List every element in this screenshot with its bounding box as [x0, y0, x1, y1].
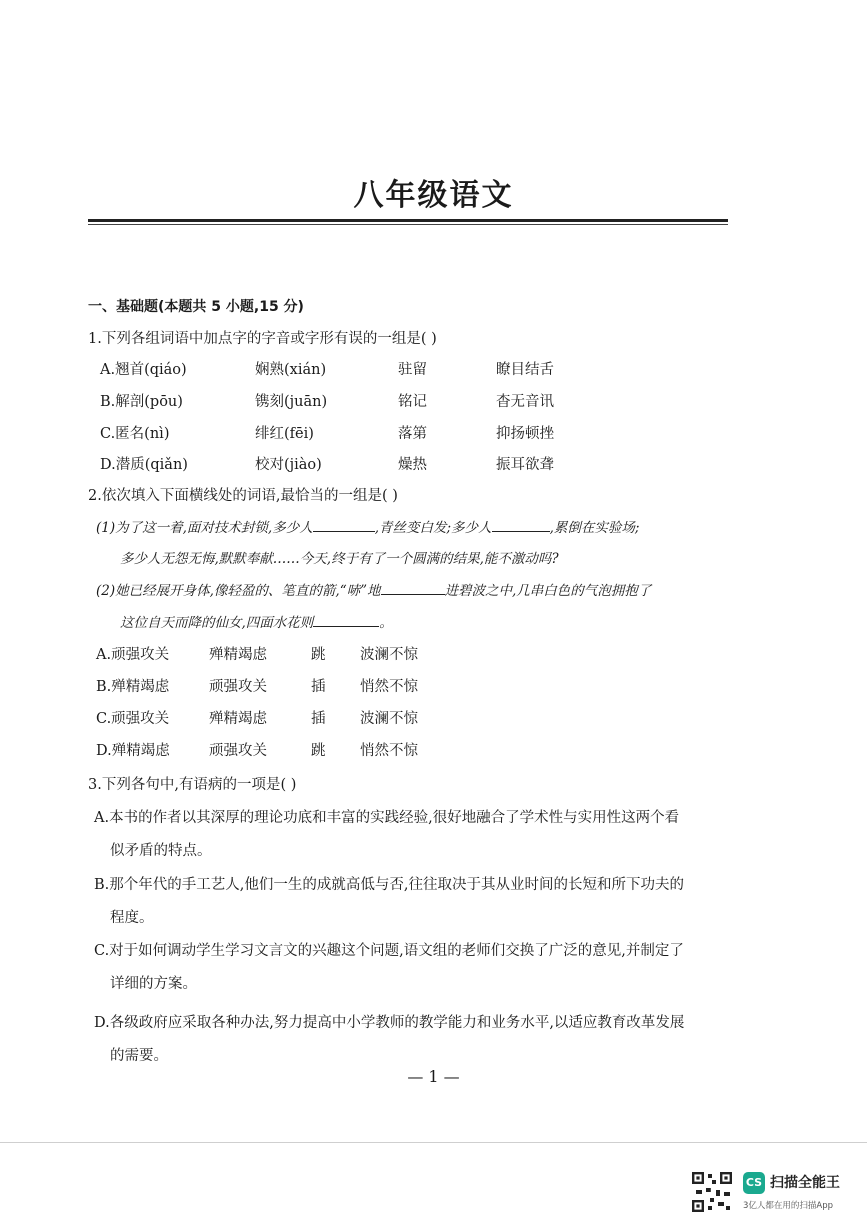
q2-d-3: 跳 — [311, 743, 326, 759]
q3-stem: 3.下列各句中,有语病的一项是( ) — [88, 777, 297, 793]
q2-c-1: C.顽强攻关 — [96, 711, 170, 727]
q3-d-line-2: 的需要。 — [110, 1048, 168, 1064]
q2-text-2b: 进碧波之中,几串白色的气泡拥抱了 — [444, 583, 652, 599]
q2-passage-2-line-1 — [96, 579, 651, 599]
q1-d-1: D.潜质(qiǎn) — [100, 457, 188, 473]
q1-c-3: 落第 — [398, 426, 427, 442]
q2-text-1d: 多少人无怨无悔,默默奉献……今天,终于有了一个圆满的结果,能不激动吗? — [120, 551, 559, 567]
q3-c-line-2: 详细的方案。 — [110, 976, 197, 992]
q3-a-line-1: A.本书的作者以其深厚的理论功底和丰富的实践经验,很好地融合了学术性与实用性这两个看 — [94, 810, 680, 826]
q3-a-line-2: 似矛盾的特点。 — [110, 843, 212, 859]
page-number: — 1 — — [407, 1067, 460, 1086]
q2-text-1a: (1)为了这一着,面对技术封锁,多少人 — [96, 520, 313, 536]
q2-blank-3 — [381, 580, 445, 595]
q1-b-4: 杳无音讯 — [496, 394, 554, 410]
scanner-app-name: 扫描全能王 — [770, 1175, 840, 1191]
q3-c-line-1: C.对于如何调动学生学习文言文的兴趣这个问题,语文组的老师们交换了广泛的意见,并制定了 — [94, 943, 684, 959]
q1-b-1: B.解剖(pōu) — [100, 394, 183, 410]
q3-b-line-2: 程度。 — [110, 910, 154, 926]
scanner-tagline: 3亿人都在用的扫描App — [743, 1201, 834, 1211]
title-rule-thin — [88, 224, 728, 225]
q2-passage-1-line-1 — [96, 516, 639, 536]
q2-b-3: 插 — [311, 679, 326, 695]
q2-c-4: 波澜不惊 — [360, 711, 418, 727]
q2-d-1: D.殚精竭虑 — [96, 743, 170, 759]
q2-d-2: 顽强攻关 — [209, 743, 267, 759]
q1-d-4: 振耳欲聋 — [496, 457, 554, 473]
q1-stem: 1.下列各组词语中加点字的字音或字形有误的一组是( ) — [88, 331, 437, 347]
q2-blank-2 — [492, 517, 550, 532]
q2-text-1b: ,青丝变白发;多少人 — [374, 520, 492, 536]
q1-a-4: 瞭目结舌 — [496, 362, 554, 378]
q2-blank-1 — [313, 517, 375, 532]
q2-blank-4 — [313, 612, 379, 627]
q1-c-2: 绯红(fēi) — [255, 426, 314, 442]
q2-b-1: B.殚精竭虑 — [96, 679, 170, 695]
q2-text-1c: ,累倒在实验场; — [549, 520, 640, 536]
q1-b-3: 铭记 — [398, 394, 427, 410]
q1-c-4: 抑扬顿挫 — [496, 426, 554, 442]
q2-passage-2-line-2 — [120, 611, 393, 631]
q2-c-2: 殚精竭虑 — [209, 711, 267, 727]
scan-divider — [0, 1142, 867, 1143]
q2-text-2c: 这位自天而降的仙女,四面水花则 — [120, 615, 314, 631]
camscanner-logo-icon: CS — [743, 1172, 765, 1194]
section-heading: 一、基础题(本题共 5 小题,15 分) — [88, 299, 304, 315]
q2-text-2a: (2)她已经展开身体,像轻盈的、笔直的箭,“哧”地 — [96, 583, 381, 599]
qr-code-icon — [692, 1172, 732, 1212]
title-rule — [88, 219, 728, 222]
q2-a-4: 波澜不惊 — [360, 647, 418, 663]
q1-d-3: 燥热 — [398, 457, 427, 473]
q2-a-2: 殚精竭虑 — [209, 647, 267, 663]
q3-b-line-1: B.那个年代的手工艺人,他们一生的成就高低与否,往往取决于其从业时间的长短和所下功夫的 — [94, 877, 684, 893]
q1-d-2: 校对(jiào) — [255, 457, 322, 473]
q1-a-2: 娴熟(xián) — [255, 362, 327, 378]
q1-c-1: C.匿名(nì) — [100, 426, 170, 442]
q1-a-1: A.翘首(qiáo) — [100, 362, 187, 378]
q3-d-line-1: D.各级政府应采取各种办法,努力提高中小学教师的教学能力和业务水平,以适应教育改革发展 — [94, 1015, 685, 1031]
q2-a-1: A.顽强攻关 — [96, 647, 170, 663]
q2-b-2: 顽强攻关 — [209, 679, 267, 695]
q2-b-4: 悄然不惊 — [360, 679, 418, 695]
q1-b-2: 镌刻(juān) — [255, 394, 328, 410]
q2-d-4: 悄然不惊 — [360, 743, 418, 759]
q1-a-3: 驻留 — [398, 362, 427, 378]
q2-stem: 2.依次填入下面横线处的词语,最恰当的一组是( ) — [88, 488, 398, 504]
page-title: 八年级语文 — [353, 178, 514, 213]
q2-a-3: 跳 — [311, 647, 326, 663]
q2-c-3: 插 — [311, 711, 326, 727]
q2-text-2d: 。 — [379, 615, 393, 631]
